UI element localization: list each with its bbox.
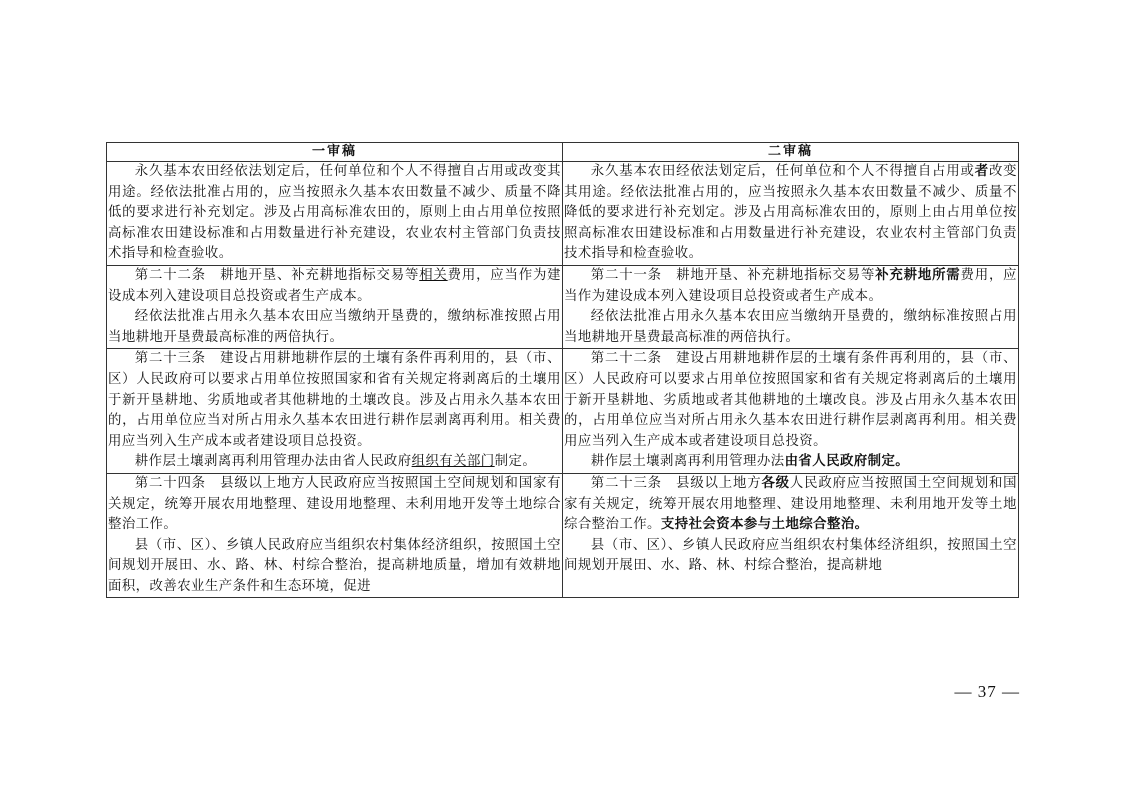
table-row (107, 162, 1019, 266)
text-segment: 第二十一条 耕地开垦、补充耕地指标交易等 (590, 267, 876, 283)
revised-text: 支持社会资本参与土地综合整治。 (660, 517, 869, 533)
text-segment: 永久基本农田经依法划定后，任何单位和个人不得擅自占用或改变其用途。经依法批准占用的，应当按照永久基本农田数量不减少、质量不降低的要求进行补充划定。涉及占用高标准农田的，原则上由占用单位按照高标准农田建设标准和占用数量进行补充建设，农业农村主管部门负责技术指导和检查验收。 (108, 164, 561, 262)
revised-text: 补充耕地所需 (875, 267, 961, 283)
table-row (107, 349, 1019, 474)
underlined-text: 相关 (419, 267, 448, 283)
text-segment: 县（市、区）、乡镇人民政府应当组织农村集体经济组织，按照国土空间规划开展田、水、路、林、村综合整治，提高耕地质量，增加有效耕地面积，改善农业生产条件和生态环境，促进 (108, 537, 561, 594)
second-draft-cell (563, 473, 1019, 598)
first-draft-cell (107, 265, 563, 348)
first-draft-cell (107, 162, 563, 266)
article-paragraph (108, 349, 561, 452)
article-paragraph (108, 452, 561, 473)
first-draft-cell (107, 473, 563, 598)
revised-text: 者 (974, 164, 989, 179)
article-paragraph (564, 162, 1017, 265)
article-paragraph (108, 162, 561, 265)
header-second-draft: 二审稿 (563, 143, 1019, 162)
text-segment: 第二十三条 县级以上地方 (590, 475, 762, 491)
article-paragraph (108, 536, 561, 598)
text-segment: 县（市、区）、乡镇人民政府应当组织农村集体经济组织，按照国土空间规划开展田、水、路、林、村综合整治，提高耕地 (564, 537, 1017, 574)
text-segment: 制定。 (494, 454, 537, 470)
second-draft-cell (563, 349, 1019, 474)
text-segment: 经依法批准占用永久基本农田应当缴纳开垦费的，缴纳标准按照占用当地耕地开垦费最高标准的两倍执行。 (564, 309, 1017, 345)
text-segment: 改变其用途。经依法批准占用的，应当按照永久基本农田数量不减少、质量不降低的要求进行补充划定。涉及占用高标准农田的，原则上由占用单位按照高标准农田建设标准和占用数量进行补充建设，农业农村主管部门负责技术指导和检查验收。 (564, 164, 1018, 262)
page-number: — 37 — (954, 682, 1020, 701)
text-segment: 永久基本农田经依法划定后，任何单位和个人不得擅自占用或 (590, 164, 975, 179)
comparison-table (106, 142, 1019, 598)
text-segment: 费用，应当作为建设成本列入建设项目总投资或者生产成本。 (108, 267, 562, 304)
header-first-draft: 一审稿 (107, 143, 563, 162)
article-paragraph (108, 474, 561, 536)
text-segment: 经依法批准占用永久基本农田应当缴纳开垦费的，缴纳标准按照占用当地耕地开垦费最高标准的两倍执行。 (108, 309, 561, 345)
text-segment: 第二十二条 建设占用耕地耕作层的土壤有条件再利用的，县（市、区）人民政府可以要求占用单位按照国家和省有关规定将剥离后的土壤用于新开垦耕地、劣质地或者其他耕地的土壤改良。涉及占用永久基本农田的，占用单位应当对所占用永久基本农田进行耕作层剥离再利用。相关费用应当列入生产成本或者建设项目总投资。 (564, 351, 1017, 449)
article-paragraph (564, 307, 1017, 348)
table-body (107, 162, 1019, 598)
text-segment: 耕作层土壤剥离再利用管理办法由省人民政府 (134, 454, 412, 470)
article-paragraph (564, 536, 1017, 577)
text-segment: 第二十四条 县级以上地方人民政府应当按照国土空间规划和国家有关规定，统筹开展农用地整理、建设用地整理、未利用地开发等土地综合整治工作。 (108, 475, 561, 533)
second-draft-cell (563, 162, 1019, 266)
text-segment: 费用，应当作为建设成本列入建设项目总投资或者生产成本。 (564, 267, 1018, 304)
revised-text: 各级 (761, 475, 790, 491)
table-header-row (107, 143, 1019, 162)
table-row (107, 265, 1019, 348)
article-paragraph (564, 474, 1017, 536)
text-segment: 第二十二条 耕地开垦、补充耕地指标交易等 (134, 267, 420, 283)
table-row (107, 473, 1019, 598)
article-paragraph (564, 349, 1017, 452)
article-paragraph (564, 266, 1017, 307)
revised-text: 由省人民政府制定。 (784, 454, 910, 470)
article-paragraph (108, 266, 561, 307)
first-draft-cell (107, 349, 563, 474)
second-draft-cell (563, 265, 1019, 348)
article-paragraph (108, 307, 561, 348)
text-segment: 耕作层土壤剥离再利用管理办法 (590, 454, 785, 470)
article-paragraph (564, 452, 1017, 473)
underlined-text: 组织有关部门 (411, 454, 495, 470)
text-segment: 人民政府应当按照国土空间规划和国家有关规定，统筹开展农用地整理、建设用地整理、未利用地开发等土地综合整治工作。 (564, 475, 1018, 533)
text-segment: 第二十三条 建设占用耕地耕作层的土壤有条件再利用的，县（市、区）人民政府可以要求占用单位按照国家和省有关规定将剥离后的土壤用于新开垦耕地、劣质地或者其他耕地的土壤改良。涉及占用永久基本农田的，占用单位应当对所占用永久基本农田进行耕作层剥离再利用。相关费用应当列入生产成本或者建设项目总投资。 (108, 351, 561, 449)
